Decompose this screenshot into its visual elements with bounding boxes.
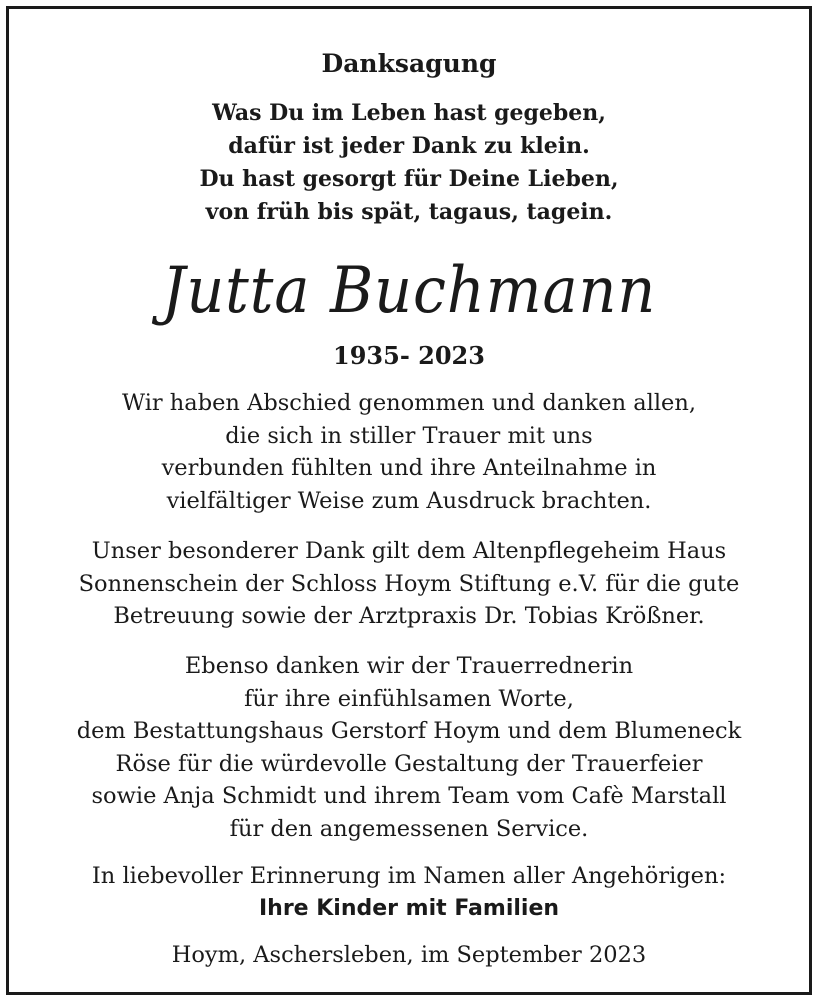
text-line: Röse für die würdevolle Gestaltung der Trauerfeier: [115, 750, 703, 777]
thanks-paragraph-2: [9, 535, 809, 633]
text-line: Ebenso danken wir der Trauerrednerin: [184, 653, 634, 679]
poem-line: Was Du im Leben hast gegeben,: [212, 100, 606, 126]
poem-line: dafür ist jeder Dank zu klein.: [228, 133, 590, 159]
text-line: für den angemessenen Service.: [229, 815, 589, 842]
signoff: Ihre Kinder mit Familien: [258, 895, 560, 921]
deceased-name: Jutta Buchmann: [161, 254, 657, 328]
notice-title: Danksagung: [321, 49, 497, 78]
life-years: 1935- 2023: [333, 341, 485, 370]
text-line: Sonnenschein der Schloss Hoym Stiftung e.V. für die gute: [78, 570, 740, 597]
text-line: Betreuung sowie der Arztpraxis Dr. Tobias Krößner.: [113, 603, 705, 629]
text-line: Unser besonderer Dank gilt dem Altenpflegeheim Haus: [91, 538, 727, 564]
closing-line: In liebevoller Erinnerung im Namen aller Angehörigen:: [91, 863, 727, 889]
text-line: sowie Anja Schmidt und ihrem Team vom Cafè Marstall: [91, 783, 727, 809]
text-line: für ihre einfühlsamen Worte,: [244, 685, 574, 712]
thanks-paragraph-1: [9, 387, 809, 517]
poem-line: Du hast gesorgt für Deine Lieben,: [199, 166, 619, 192]
text-line: die sich in stiller Trauer mit uns: [225, 422, 593, 449]
text-line: Wir haben Abschied genommen und danken allen,: [121, 390, 697, 416]
notice-frame: [6, 6, 812, 995]
poem: [9, 97, 809, 229]
poem-line: von früh bis spät, tagaus, tagein.: [205, 199, 613, 225]
notice-content: [9, 9, 809, 992]
text-line: dem Bestattungshaus Gerstorf Hoym und dem Blumeneck: [76, 718, 742, 744]
closing-block: [9, 860, 809, 925]
thanks-paragraph-3: [9, 650, 809, 845]
place-and-date: Hoym, Aschersleben, im September 2023: [171, 942, 647, 968]
text-line: vielfältiger Weise zum Ausdruck brachten.: [166, 487, 652, 514]
text-line: verbunden fühlten und ihre Anteilnahme in: [161, 455, 657, 481]
